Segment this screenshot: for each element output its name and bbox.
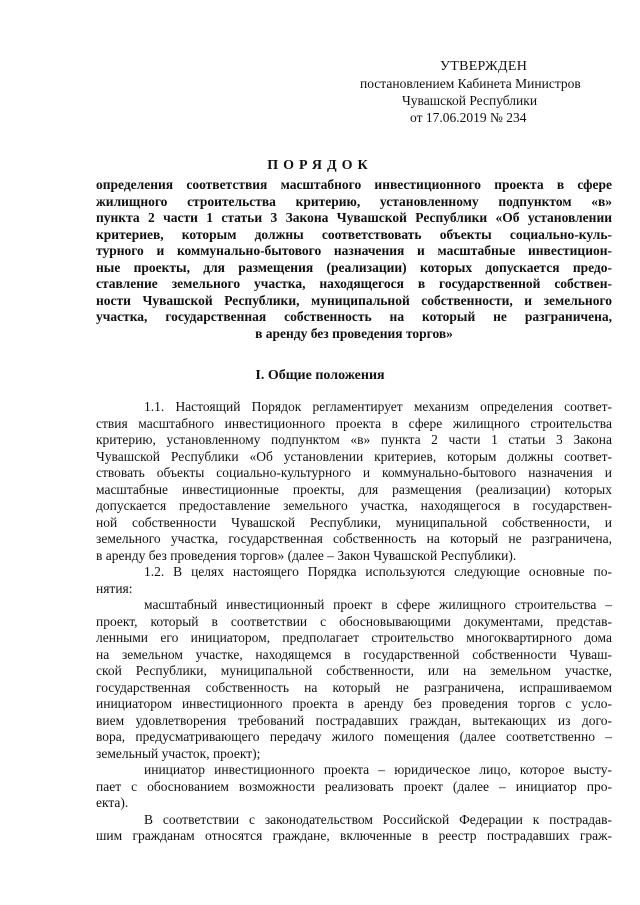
body-line: ствия масштабного инвестиционного проекта в сфере жилищного строительства [96,415,612,431]
body-line: на земельном участке, находящемся в государственной собственности Чуваш- [96,646,612,662]
body-line: ленными его инициатором, предполагает строительство многоквартирного дома [96,630,612,645]
body-line: критерию, установленному подпунктом «в» пункта 2 части 1 статьи 3 Закона [96,432,612,447]
document-body [96,399,612,845]
body-line: ской Республики, муниципальной собственности, или на земельном участке, [96,663,612,678]
document-title: ПОРЯДОК [267,158,373,173]
body-line: масштабные инвестиционные проекты, для размещения (реализации) которых [96,481,612,497]
body-line: масштабный инвестиционный проект в сфере жилищного строительства – [144,597,612,612]
subtitle-line: ные проекты, для размещения (реализации) которых допускается предо- [96,259,612,275]
subtitle-line: в аренду без проведения торгов» [255,325,453,341]
body-line: 1.1. Настоящий Порядок регламентирует механизм определения соответ- [144,399,612,414]
approval-heading: УТВЕРЖДЕН [440,59,528,74]
approval-issuer: постановлением Кабинета Министров [360,76,581,91]
body-line: екта). [96,795,129,810]
body-line: земельный участок, проект); [96,745,261,761]
document-subtitle [96,177,612,342]
body-line: В соответствии с законодательством Российской Федерации к пострадав- [144,811,612,827]
subtitle-line: ности Чувашской Республики, муниципальной собственности, и земельного [96,292,612,308]
subtitle-line: ставление земельного участка, находящегося в государственной собствен- [96,276,612,291]
section-heading: I. Общие положения [255,368,385,383]
body-line: нятия: [96,580,133,596]
approval-region: Чувашской Республики [402,93,538,108]
body-line: ной собственности Чувашской Республики, муниципальной собственности, и [96,514,612,530]
subtitle-line: критериев, которым должны соответствовать объекты социально-куль- [96,226,612,242]
body-line: проект, который в соответствии с обосновывающими документами, представ- [96,613,612,629]
subtitle-line: турного и коммунально-бытового назначения и масштабные инвестицион- [96,243,612,258]
body-line: в аренду без проведения торгов» (далее – Закон Чувашской Республики). [96,547,517,563]
body-line: 1.2. В целях настоящего Порядка используются следующие основные по- [144,564,612,579]
body-line: ствовать объекты социально-культурного и коммунально-бытового назначения и [96,465,612,480]
body-line: пает с обоснованием возможности реализовать проект (далее – инициатор про- [96,778,612,794]
approval-block [360,58,620,126]
subtitle-line: определения соответствия масштабного инвестиционного проекта в сфере [96,177,612,192]
body-line: Чувашской Республики «Об установлении критериев, которым должны соответ- [96,448,612,464]
body-line: вора, предусматривающего передачу жилого помещения (далее соответственно – [96,729,612,744]
body-line: шим гражданам относятся граждане, включенные в реестр пострадавших граж- [96,828,612,843]
body-line: государственная собственность на который не разграничена, испрашиваемом [96,679,612,695]
subtitle-line: пункта 2 части 1 статьи 3 Закона Чувашской Республики «Об установлении [96,210,612,225]
body-line: инициатором инвестиционного проекта в аренду без проведения торгов с усло- [96,696,612,711]
body-line: земельного участка, государственная собственность на который не разграничена, [96,531,612,546]
body-line: вием удовлетворения требований пострадавших граждан, вытекающих из дого- [96,712,612,728]
body-line: допускается предоставление земельного участка, находящегося в государствен- [96,498,612,513]
approval-date-number: от 17.06.2019 № 234 [410,110,527,125]
subtitle-line: жилищного строительства критерию, установленному подпунктом «в» [96,193,612,209]
subtitle-line: участка, государственная собственность на который не разграничена, [96,309,612,324]
body-line: инициатор инвестиционного проекта – юридическое лицо, которое высту- [144,762,612,777]
